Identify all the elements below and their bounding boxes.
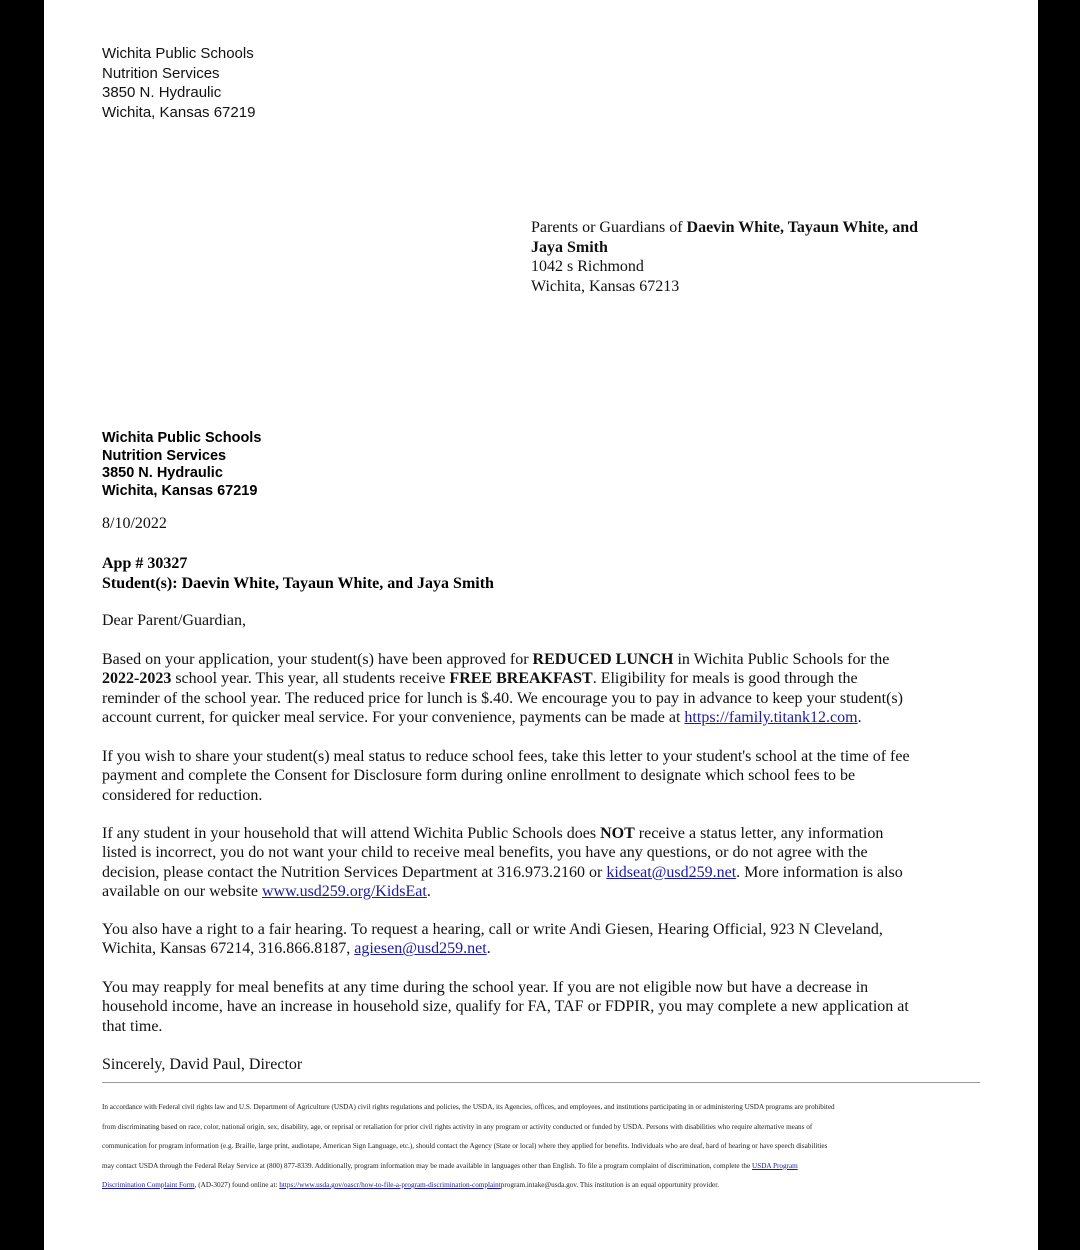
sender-city: Wichita, Kansas 67219 — [102, 482, 258, 499]
recipient-line-1 — [531, 218, 918, 238]
p2-line-1: If you wish to share your student(s) meal status to reduce school fees, take this letter to your student's school at the time of fee — [102, 748, 910, 765]
p1-line-2 — [102, 669, 982, 688]
application-info — [102, 554, 494, 593]
sender-dept: Nutrition Services — [102, 447, 227, 464]
letterhead-org: Wichita Public Schools — [102, 45, 254, 62]
footer-text: program.intake@usda.gov — [500, 1181, 577, 1189]
hearing-email-link[interactable]: agiesen@usd259.net — [354, 940, 487, 958]
recipient-street: 1042 s Richmond — [531, 258, 644, 275]
paragraph-contact — [102, 824, 982, 901]
p4-text: Wichita, Kansas 67214, 316.866.8187, — [102, 940, 355, 958]
students-line: Student(s): Daevin White, Tayaun White, and Jaya Smith — [102, 574, 494, 592]
complaint-form-link[interactable]: Discrimination Complaint Form — [102, 1181, 195, 1189]
usda-complaint-url-link[interactable]: https://www.usda.gov/oascr/how-to-file-a-program-discrimination-complaint — [279, 1181, 501, 1189]
sender-street: 3850 N. Hydraulic — [102, 465, 223, 481]
p3-text: receive a status letter, any information — [634, 825, 884, 842]
p4-line-2 — [102, 939, 982, 958]
p1-text: . — [857, 708, 862, 726]
not-emphasis: NOT — [600, 825, 635, 842]
recipient-address — [531, 218, 918, 296]
recipient-line-2 — [531, 238, 918, 258]
letterhead-street: 3850 N. Hydraulic — [102, 84, 222, 101]
paragraph-approval — [102, 650, 982, 727]
signature: Sincerely, David Paul, Director — [102, 1056, 303, 1073]
recipient-names: Daevin White, Tayaun White, and — [686, 219, 918, 236]
reduced-lunch-label: REDUCED LUNCH — [532, 651, 674, 668]
recipient-city: Wichita, Kansas 67213 — [531, 277, 680, 295]
p3-text: available on our website — [102, 882, 262, 900]
footer-line-3: communication for program information (e.g. Braille, large print, audiotape, American Sign Language, etc.), should contact the Agency (State or local) where they applied for benefits. Individuals who are deaf, hard of hearing or have speech disabilities — [102, 1142, 828, 1150]
p3-text: If any student in your household that will attend Wichita Public Schools does — [102, 825, 601, 842]
recipient-prefix: Parents or Guardians of — [531, 219, 687, 236]
footer-text: may contact USDA through the Federal Relay Service at (800) 877-8339. Additionally, program information may be made available in languages other than English. To file a program complaint of discrimination, complete the — [102, 1161, 752, 1170]
nondiscrimination-statement — [102, 1098, 982, 1196]
website-link[interactable]: www.usd259.org/KidsEat — [261, 882, 427, 900]
p4-text: . — [486, 940, 491, 958]
p3-text: . More information is also — [736, 863, 903, 881]
p3-line-1 — [102, 824, 982, 843]
paragraph-hearing — [102, 920, 982, 959]
salutation: Dear Parent/Guardian, — [102, 612, 246, 629]
p1-text: . Eligibility for meals is good through the — [592, 670, 858, 688]
p3-line-4 — [102, 882, 982, 901]
footer-line-1: In accordance with Federal civil rights law and U.S. Department of Agriculture (USDA) civil rights regulations and policies, the USDA, its Agencies, offices, and employees, and institutions participating in or administering USDA programs are prohibited — [102, 1103, 835, 1111]
recipient-names-cont: Jaya Smith — [531, 238, 608, 256]
paragraph-reapply — [102, 978, 982, 1036]
p2-line-3: considered for reduction. — [102, 786, 263, 804]
p5-line-2: household income, have an increase in household size, qualify for FA, TAF or FDPIR, you may complete a new application at — [102, 998, 909, 1016]
p5-line-1: You may reapply for meal benefits at any time during the school year. If you are not eligible now but have a decrease in — [102, 979, 869, 996]
footer-text: . This institution is an equal opportunity provider. — [576, 1181, 720, 1189]
p5-line-3: that time. — [102, 1017, 163, 1035]
p1-text: Based on your application, your student(s) have been approved for — [102, 651, 533, 668]
letterhead-address — [102, 44, 255, 122]
free-breakfast-label: FREE BREAKFAST — [449, 670, 593, 688]
footer-line-2: from discriminating based on race, color, national origin, sex, disability, age, or reprisal or retaliation for prior civil rights activity in any program or activity conducted or funded by USDA. Persons with disabilities who require alternative means of — [102, 1122, 813, 1131]
footer-line-5 — [102, 1176, 982, 1196]
school-year: 2022-2023 — [102, 670, 172, 688]
kidseat-email-link[interactable]: kidseat@usd259.net — [606, 863, 737, 881]
p1-line-1 — [102, 650, 982, 669]
payment-link[interactable]: https://family.titank12.com — [684, 708, 858, 726]
p3-line-2: listed is incorrect, you do not want your child to receive meal benefits, you have any questions, or do not agree with the — [102, 844, 868, 862]
letter-page — [44, 0, 1038, 1250]
sender-address-bold — [102, 430, 261, 500]
p1-line-3: reminder of the school year. The reduced price for lunch is $.40. We encourage you to pay in advance to keep your student(s) — [102, 689, 903, 707]
sender-org: Wichita Public Schools — [102, 430, 262, 446]
usda-program-link[interactable]: USDA Program — [752, 1161, 798, 1170]
p4-line-1: You also have a right to a fair hearing. To request a hearing, call or write Andi Giesen, Hearing Official, 923 N Cleveland, — [102, 921, 883, 938]
paragraph-fee-reduction — [102, 747, 982, 805]
footer-divider — [102, 1082, 980, 1083]
p1-text: in Wichita Public Schools for the — [673, 651, 890, 668]
footer-line-4 — [102, 1157, 982, 1177]
letter-date: 8/10/2022 — [102, 515, 167, 532]
p3-line-3 — [102, 863, 982, 882]
p2-line-2: payment and complete the Consent for Disclosure form during online enrollment to designate which school fees to be — [102, 767, 856, 785]
app-number: App # 30327 — [102, 555, 188, 572]
p3-text: decision, please contact the Nutrition Services Department at 316.973.2160 or — [102, 863, 607, 881]
p1-text: account current, for quicker meal service. For your convenience, payments can be made at — [102, 708, 685, 726]
p1-text: school year. This year, all students receive — [171, 670, 450, 688]
letterhead-dept: Nutrition Services — [102, 64, 220, 82]
p3-text: . — [426, 882, 431, 900]
footer-text: , (AD-3027) found online at: — [194, 1181, 280, 1189]
letterhead-city: Wichita, Kansas 67219 — [102, 103, 256, 121]
p1-line-4 — [102, 708, 982, 727]
